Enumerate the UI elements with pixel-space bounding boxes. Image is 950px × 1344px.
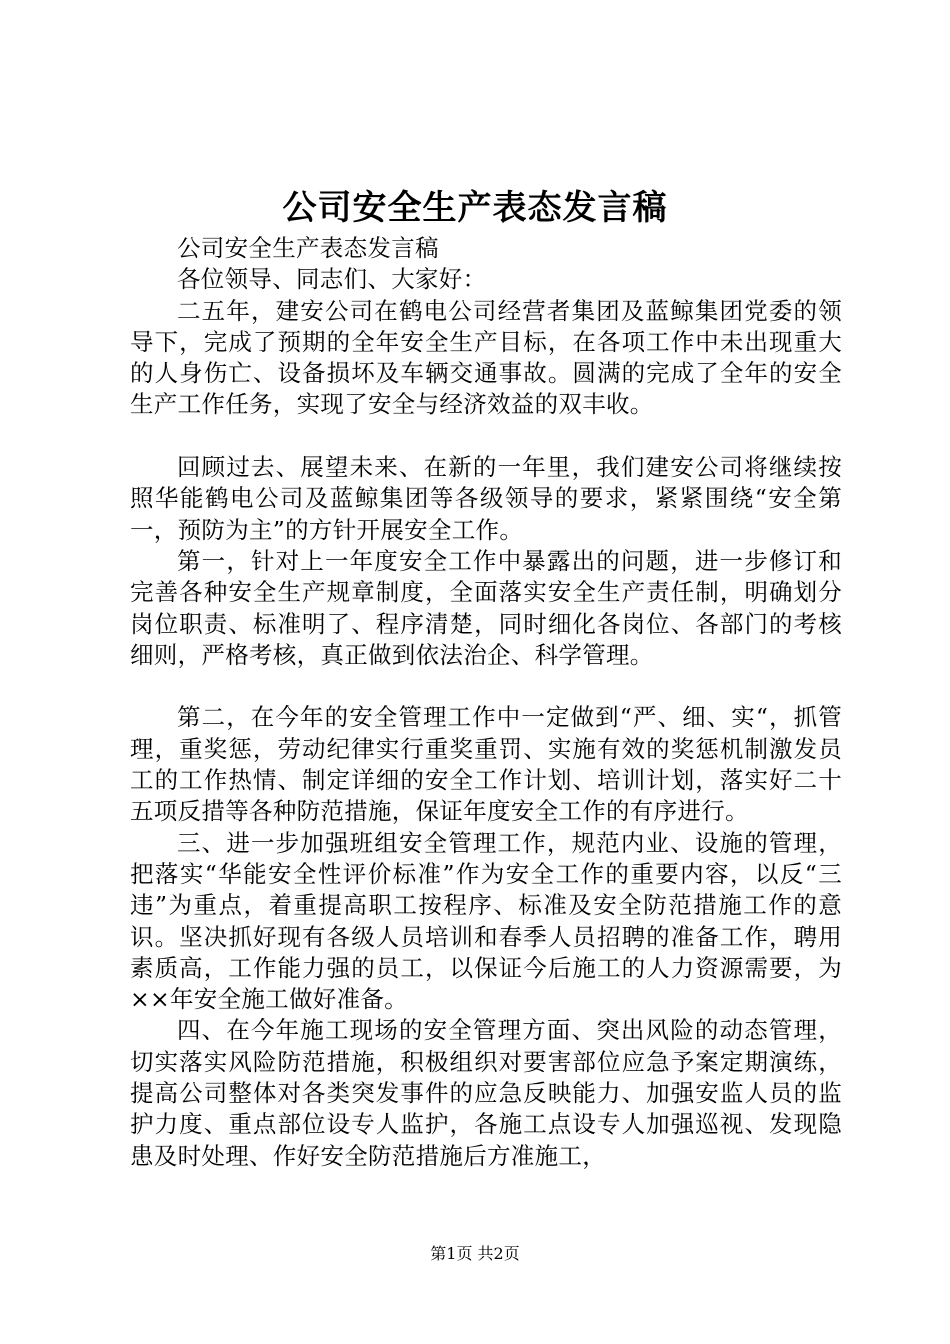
document-title: 公司安全生产表态发言稿: [282, 188, 668, 228]
paragraph-first: 第一，针对上一年度安全工作中暴露出的问题，进一步修订和完善各种安全生产规章制度，全面落实安全生产责任制，明确划分岗位职责、标准明了、程序清楚，同时细化各岗位、各部门的考核细则，严格考核，真正做到依法治企、科学管理。: [130, 546, 842, 669]
paragraph-greeting: 各位领导、同志们、大家好：: [177, 265, 487, 294]
document-body: [130, 233, 842, 1172]
paragraph-review: 二五年，建安公司在鹤电公司经营者集团及蓝鲸集团党委的领导下，完成了预期的全年安全生产目标，在各项工作中未出现重大的人身伤亡、设备损坏及车辆交通事故。圆满的完成了全年的安全生产工作任务，实现了安全与经济效益的双丰收。: [130, 296, 842, 419]
paragraph-subtitle: 公司安全生产表态发言稿: [177, 234, 439, 262]
paragraph-second: 第二，在今年的安全管理工作中一定做到“严、细、实“，抓管理，重奖惩，劳动纪律实行重奖重罚、实施有效的奖惩机制激发员工的工作热情、制定详细的安全工作计划、培训计划，落实好二十五项反措等各种防范措施，保证年度安全工作的有序进行。: [130, 703, 842, 826]
page-number: 第1页 共2页: [430, 1244, 520, 1263]
paragraph-outlook: 回顾过去、展望未来、在新的一年里，我们建安公司将继续按照华能鹤电公司及蓝鲸集团等各级领导的要求，紧紧围绕“安全第一，预防为主”的方针开展安全工作。: [130, 453, 842, 544]
paragraph-fourth: 四、在今年施工现场的安全管理方面、突出风险的动态管理，切实落实风险防范措施，积极组织对要害部位应急予案定期演练，提高公司整体对各类突发事件的应急反映能力、加强安监人员的监护力度、重点部位设专人监护，各施工点设专人加强巡视、发现隐患及时处理、作好安全防范措施后方准施工，: [130, 1016, 842, 1170]
paragraph-third: 三、进一步加强班组安全管理工作，规范内业、设施的管理，把落实“华能安全性评价标准”作为安全工作的重要内容，以反“三违”为重点，着重提高职工按程序、标准及安全防范措施工作的意识。坚决抓好现有各级人员培训和春季人员招聘的准备工作，聘用素质高，工作能力强的员工，以保证今后施工的人力资源需要，为××年安全施工做好准备。: [130, 828, 842, 1014]
